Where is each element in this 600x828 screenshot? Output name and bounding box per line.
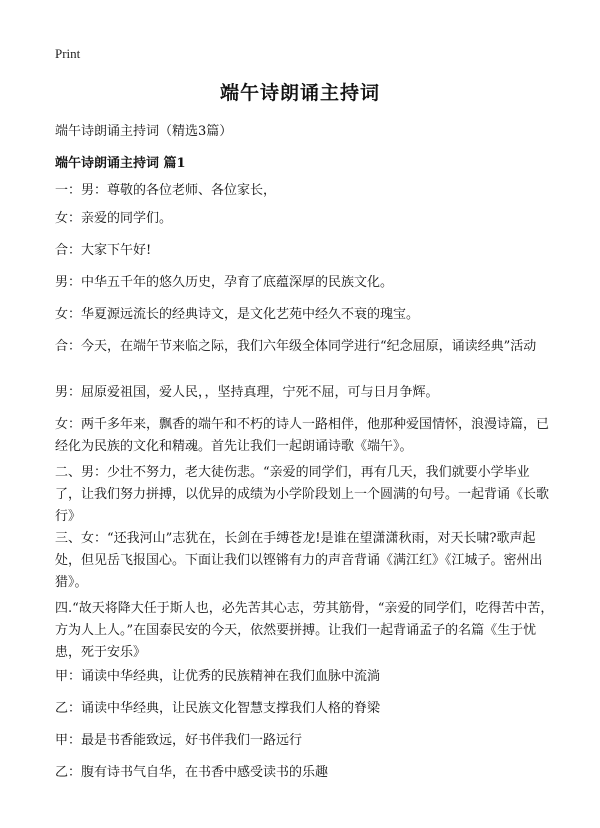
paragraph: 四.“故天将降大任于斯人也，必先苦其心志，劳其筋骨，“亲爱的同学们，吃得苦中苦，方为人上人。”在国泰民安的今天，依然要拼搏。让我们一起背诵孟子的名篇《生于忧患，死于安乐》 xyxy=(55,601,554,660)
document-title: 端午诗朗诵主持词 xyxy=(219,82,380,104)
paragraph: 乙：诵读中华经典，让民族文化智慧支撑我们人格的脊梁 xyxy=(55,701,381,716)
paragraph: 合：大家下午好! xyxy=(55,243,152,258)
paragraph: 一：男：尊敬的各位老师、各位家长， xyxy=(55,183,277,198)
paragraph: 女：亲爱的同学们。 xyxy=(55,211,173,226)
paragraph: 女：华夏源远流长的经典诗文，是文化艺苑中经久不衰的瑰宝。 xyxy=(55,307,420,322)
paragraph: 乙：腹有诗书气自华，在书香中感受读书的乐趣 xyxy=(55,765,329,780)
paragraph: 甲：最是书香能致远，好书伴我们一路远行 xyxy=(55,733,303,748)
paragraph: 二、男：少壮不努力，老大徒伤悲。“亲爱的同学们，再有几天，我们就要小学毕业了，让我们努力拼搏，以优异的成绩为小学阶段划上一个圆满的句号。一起背诵《长歌行》 xyxy=(55,465,550,524)
paragraph: 合：今天，在端午节来临之际，我们六年级全体同学进行“纪念屈原，诵读经典”活动 xyxy=(55,339,537,354)
print-link[interactable]: Print xyxy=(55,46,81,61)
paragraph: 男：屈原爱祖国，爱人民，，坚持真理，宁死不屈，可与日月争辉。 xyxy=(55,385,439,400)
paragraph: 女：两千多年来，飘香的端午和不朽的诗人一路相伴，他那种爱国情怀，浪漫诗篇，已经化为民族的文化和精魂。首先让我们一起朗诵诗歌《端午》。 xyxy=(55,417,550,454)
paragraph: 甲：诵读中华经典，让优秀的民族精神在我们血脉中流淌 xyxy=(55,669,381,684)
section-heading: 端午诗朗诵主持词 篇1 xyxy=(55,156,186,171)
paragraph: 三、女：“还我河山”志犹在，长剑在手缚苍龙!是谁在望潇潇秋雨，对天长啸?歌声起处，但见岳飞报国心。下面让我们以铿锵有力的声音背诵《满江红》《江城子。密州出猎》。 xyxy=(55,531,543,590)
document-subtitle: 端午诗朗诵主持词（精选3篇） xyxy=(55,124,233,139)
paragraph: 男：中华五千年的悠久历史，孕育了底蕴深厚的民族文化。 xyxy=(55,275,394,290)
